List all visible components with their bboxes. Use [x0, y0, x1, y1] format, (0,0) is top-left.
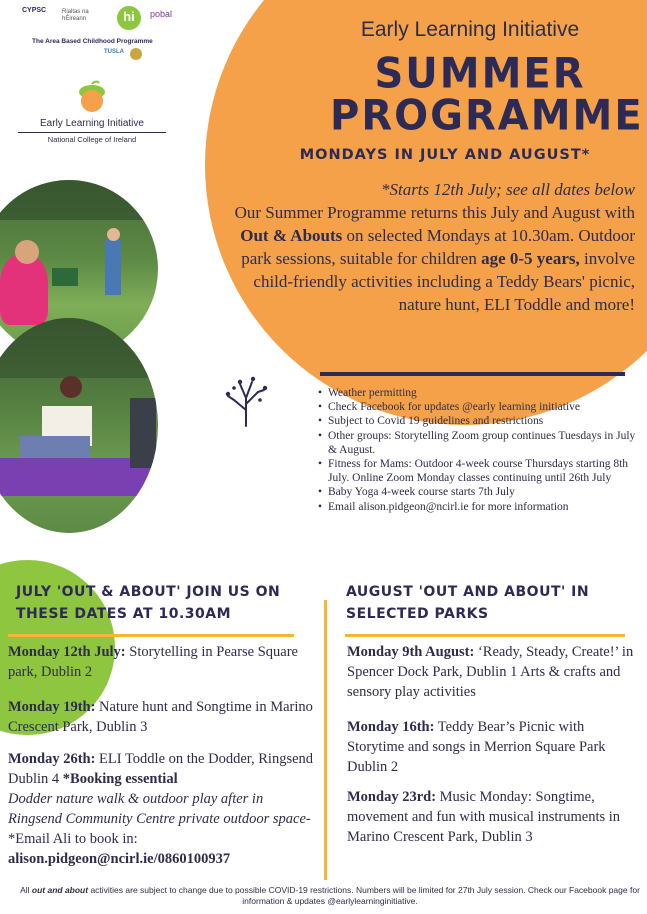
- abc-programme-logo: The Area Based Childhood Programme: [32, 38, 153, 45]
- list-item: • Baby Yoga 4-week course starts 7th July: [318, 485, 643, 499]
- july-event-1: Monday 12th July: Storytelling in Pearse Square park, Dublin 2: [8, 644, 298, 680]
- info-bullet-list: [318, 386, 643, 514]
- page-subtitle: MONDAYS IN JULY AND AUGUST*: [299, 147, 591, 163]
- list-item: • Email alison.pidgeon@ncirl.ie for more information: [318, 500, 643, 514]
- list-item: • Fitness for Mams: Outdoor 4-week course Thursdays starting 8th July. Online Zoom Monday classes continuing until 26th July: [318, 457, 643, 485]
- august-event-1: Monday 9th August: ‘Ready, Steady, Create!’ in Spencer Dock Park, Dublin 1 Arts & crafts and sensory play activities: [347, 644, 634, 700]
- government-logo: Rialtas na hÉireann: [62, 9, 89, 22]
- july-event-2: Monday 19th: Nature hunt and Songtime in Marino Crescent Park, Dublin 3: [8, 699, 313, 735]
- august-section-heading: AUGUST 'OUT AND ABOUT' IN SELECTED PARKS: [346, 584, 590, 622]
- acorn-icon: [75, 80, 109, 114]
- hi-logo: hi: [117, 6, 141, 30]
- august-heading-underline: [345, 634, 625, 637]
- july-heading-underline: [8, 634, 294, 637]
- list-item: • Weather permitting: [318, 386, 643, 400]
- divider: [320, 372, 625, 376]
- booking-email: alison.pidgeon@ncirl.ie/0860100937: [8, 851, 231, 867]
- august-event-3: Monday 23rd: Music Monday: Songtime, movement and fun with musical instruments in Marino Crescent Park, Dublin 3: [347, 789, 621, 845]
- eli-logo-name: Early Learning Initiative: [40, 118, 144, 129]
- eli-logo-subtitle: National College of Ireland: [18, 132, 166, 144]
- partner-logos: [22, 3, 204, 63]
- tree-icon: [222, 370, 270, 428]
- list-item: • Check Facebook for updates @early learning initiative: [318, 400, 643, 414]
- event-note: Dodder nature walk & outdoor play after in Ringsend Community Centre private outdoor space-: [8, 791, 311, 827]
- footer-disclaimer: All out and about activities are subject to change due to possible COVID-19 restrictions. Numbers will be limited for 27th July session. Check our Facebook page for information & updates @earlylearninginitiative.: [20, 885, 640, 906]
- july-section-heading: JULY 'OUT & ABOUT' JOIN US ON THESE DATES AT 10.30AM: [16, 584, 281, 622]
- eli-logo: [18, 78, 166, 148]
- title-programme: PROGRAMME: [330, 91, 644, 141]
- title-summer: SUMMER: [374, 49, 586, 99]
- tusla-logo: TUSLA: [104, 49, 124, 55]
- page-title: [330, 49, 644, 141]
- pobal-logo: pobal: [150, 9, 173, 19]
- intro-paragraph: Our Summer Programme returns this July and August with Out & Abouts on selected Mondays at 10.30am. Outdoor park sessions, suitable for children age 0-5 years, involve child-friendly activities including a Teddy Bears' picnic, nature hunt, ELI Toddle and more!: [234, 203, 635, 314]
- badge-logo: [130, 48, 142, 60]
- photo-reading-on-mat: [0, 318, 158, 533]
- start-date-note: *Starts 12th July; see all dates below: [380, 180, 635, 199]
- list-item: • Other groups: Storytelling Zoom group continues Tuesdays in July & August.: [318, 429, 643, 457]
- header-org-name: Early Learning Initiative: [360, 18, 580, 41]
- cypsc-logo: CYPSC: [22, 7, 47, 14]
- intro-text: [210, 178, 635, 316]
- column-divider: [324, 600, 327, 880]
- august-event-2: Monday 16th: Teddy Bear’s Picnic with Storytime and songs in Merrion Square Park Dublin 2: [347, 719, 606, 775]
- list-item: • Subject to Covid 19 guidelines and restrictions: [318, 414, 643, 428]
- july-event-3: Monday 26th: ELI Toddle on the Dodder, Ringsend Dublin 4 *Booking essential Dodder nature walk & outdoor play after in Ringsend Community Centre private outdoor space- *Email Ali to book in: alison.pidgeon@ncirl.ie/0860100937: [8, 751, 314, 867]
